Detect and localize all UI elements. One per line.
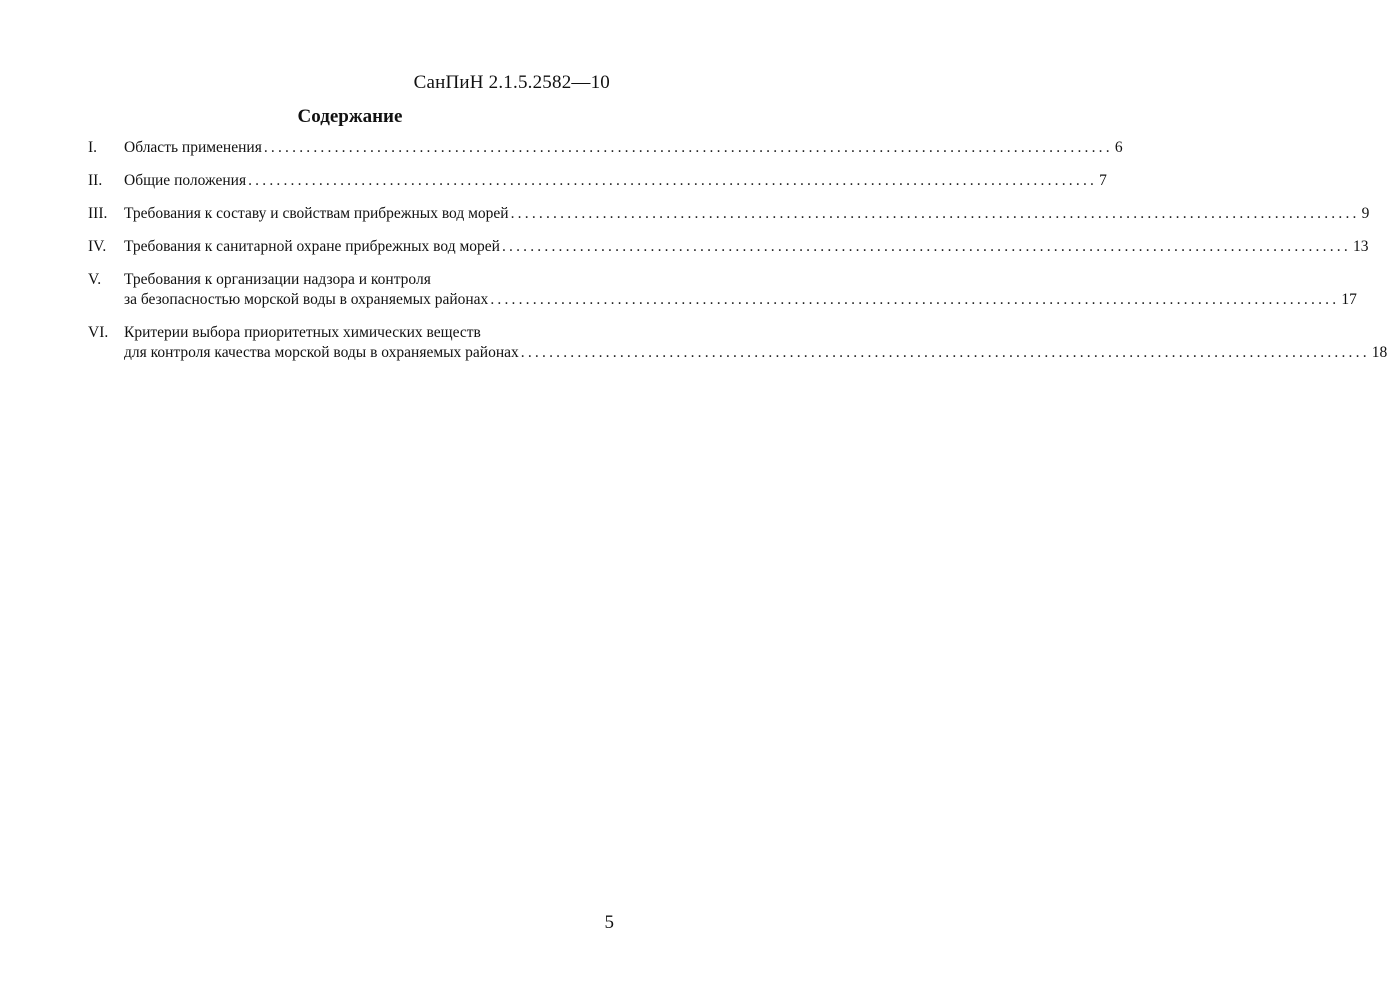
toc-dot-leader: ........................................................................................................................ bbox=[263, 139, 1113, 156]
toc-entry-title: Общие положения bbox=[124, 172, 247, 189]
table-of-contents bbox=[88, 138, 1387, 376]
toc-entry-numeral: V. bbox=[88, 271, 102, 288]
toc-entry-line bbox=[124, 138, 1123, 158]
toc-entry-page: 13 bbox=[1352, 238, 1369, 255]
toc-entry-body bbox=[124, 204, 1370, 224]
toc-entry-line bbox=[124, 237, 1369, 257]
toc-entry-line bbox=[124, 290, 1357, 310]
toc-entry-body bbox=[124, 237, 1369, 257]
toc-dot-leader: ........................................................................................................................ bbox=[248, 172, 1098, 189]
toc-entry-page: 7 bbox=[1099, 172, 1107, 189]
toc-entry-title: Требования к санитарной охране прибрежных вод морей bbox=[124, 238, 500, 255]
toc-entry-body bbox=[124, 171, 1107, 191]
toc-entry-page: 17 bbox=[1341, 291, 1357, 308]
toc-entry-numeral: II. bbox=[88, 172, 103, 189]
toc-entry[interactable] bbox=[88, 270, 1357, 310]
toc-entry-page: 6 bbox=[1114, 139, 1123, 156]
toc-entry[interactable] bbox=[88, 323, 1387, 363]
toc-entry-title-continuation: за безопасностью морской воды в охраняемых районах bbox=[124, 291, 489, 308]
toc-dot-leader: ........................................................................................................................ bbox=[490, 291, 1340, 308]
document-code: СанПиН 2.1.5.2582—10 bbox=[413, 72, 610, 93]
toc-entry[interactable] bbox=[88, 237, 1369, 257]
toc-entry-line bbox=[124, 204, 1370, 224]
toc-entry-line bbox=[124, 171, 1107, 191]
toc-dot-leader: ........................................................................................................................ bbox=[520, 344, 1370, 361]
toc-entry-title-continuation: для контроля качества морской воды в охраняемых районах bbox=[124, 344, 519, 361]
toc-entry-title: Критерии выбора приоритетных химических веществ bbox=[124, 324, 481, 341]
toc-title: Содержание bbox=[297, 106, 403, 127]
toc-entry-body bbox=[124, 138, 1123, 158]
toc-entry-line bbox=[124, 343, 1387, 363]
toc-dot-leader: ........................................................................................................................ bbox=[501, 238, 1351, 255]
toc-entry[interactable] bbox=[88, 138, 1123, 158]
toc-entry-title: Требования к составу и свойствам прибрежных вод морей bbox=[124, 205, 509, 222]
toc-entry[interactable] bbox=[88, 171, 1107, 191]
toc-entry[interactable] bbox=[88, 204, 1370, 224]
toc-entry-body bbox=[124, 270, 1357, 310]
toc-dot-leader: ........................................................................................................................ bbox=[510, 205, 1360, 222]
toc-entry-page: 9 bbox=[1361, 205, 1370, 222]
toc-entry-numeral: I. bbox=[88, 139, 98, 156]
toc-entry-title: Требования к организации надзора и контроля bbox=[124, 271, 431, 288]
page-number: 5 bbox=[604, 912, 614, 933]
toc-entry-body bbox=[124, 323, 1387, 363]
toc-entry-page: 18 bbox=[1371, 344, 1387, 361]
toc-entry-numeral: IV. bbox=[88, 238, 107, 255]
toc-entry-numeral: VI. bbox=[88, 324, 109, 341]
toc-entry-numeral: III. bbox=[88, 205, 108, 222]
toc-entry-title: Область применения bbox=[124, 139, 262, 156]
